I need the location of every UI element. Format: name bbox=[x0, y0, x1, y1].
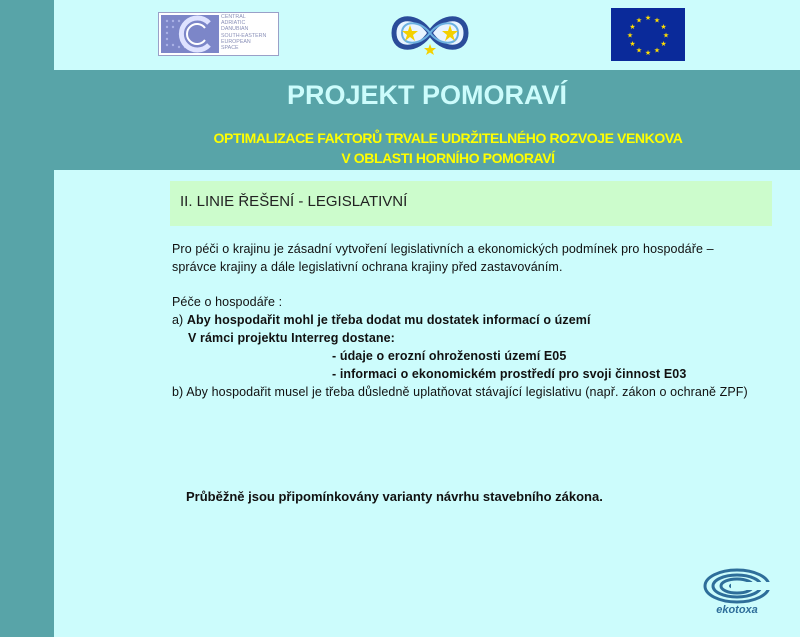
bottom-note: Průběžně jsou připomínkovány varianty návrhu stavebního zákona. bbox=[186, 489, 603, 504]
main-content bbox=[172, 240, 787, 401]
svg-text:★: ★ bbox=[653, 16, 661, 25]
ekotoxa-emblem-icon bbox=[703, 568, 771, 606]
svg-text:★: ★ bbox=[626, 31, 634, 40]
sub-item-economic: - informaci o ekonomickém prostředí pro svoji činnost E03 bbox=[332, 367, 687, 381]
section-heading-box bbox=[170, 181, 772, 226]
point-a bbox=[172, 311, 787, 329]
svg-text:★: ★ bbox=[635, 46, 643, 55]
svg-text:★: ★ bbox=[635, 16, 643, 25]
intro-line-2: správce krajiny a dále legislativní ochrana krajiny před zastavováním. bbox=[172, 260, 563, 274]
svg-text:★: ★ bbox=[660, 40, 667, 48]
interreg-line: V rámci projektu Interreg dostane: bbox=[188, 331, 395, 345]
ekotoxa-logo bbox=[703, 568, 771, 618]
svg-text:★: ★ bbox=[644, 14, 652, 22]
svg-text:★: ★ bbox=[644, 49, 652, 57]
svg-text:★: ★ bbox=[653, 46, 661, 55]
eu-flag-icon bbox=[611, 8, 685, 61]
cadses-logo bbox=[158, 12, 279, 56]
subtitle-line-2: V OBLASTI HORNÍHO POMORAVÍ bbox=[341, 150, 555, 166]
svg-text:★: ★ bbox=[662, 31, 670, 40]
cadses-emblem-icon bbox=[161, 15, 219, 53]
point-a-text: Aby hospodařit mohl je třeba dodat mu dostatek informací o území bbox=[186, 313, 591, 327]
care-heading: Péče o hospodáře : bbox=[172, 295, 283, 309]
intro-line-1: Pro péči o krajinu je zásadní vytvoření legislativních a ekonomických podmínek pro hospodáře – bbox=[172, 242, 714, 256]
interreg-logo-icon bbox=[388, 8, 472, 58]
point-b: b) Aby hospodařit musel je třeba důsledně uplatňovat stávající legislativu (např. zákon o ochraně ZPF) bbox=[172, 385, 748, 399]
subtitle-line-1: OPTIMALIZACE FAKTORŮ TRVALE UDRŽITELNÉHO ROZVOJE VENKOVA bbox=[213, 130, 683, 146]
sub-item-erosion: - údaje o erozní ohroženosti území E05 bbox=[332, 349, 567, 363]
page-subtitle bbox=[158, 128, 738, 168]
page-title: PROJEKT POMORAVÍ bbox=[286, 80, 568, 110]
svg-text:★: ★ bbox=[660, 23, 667, 31]
svg-text:★: ★ bbox=[629, 40, 636, 48]
section-title: II. LINIE ŘEŠENÍ - LEGISLATIVNÍ bbox=[180, 193, 408, 210]
left-sidebar-band bbox=[0, 0, 54, 637]
cadses-logo-text: CENTRAL ADRIATIC DANUBIAN SOUTH-EASTERN EUROPEAN SPACE bbox=[221, 14, 267, 52]
ekotoxa-label: ekotoxa bbox=[716, 604, 758, 616]
svg-text:★: ★ bbox=[629, 23, 636, 31]
point-a-prefix: a) bbox=[172, 313, 187, 327]
